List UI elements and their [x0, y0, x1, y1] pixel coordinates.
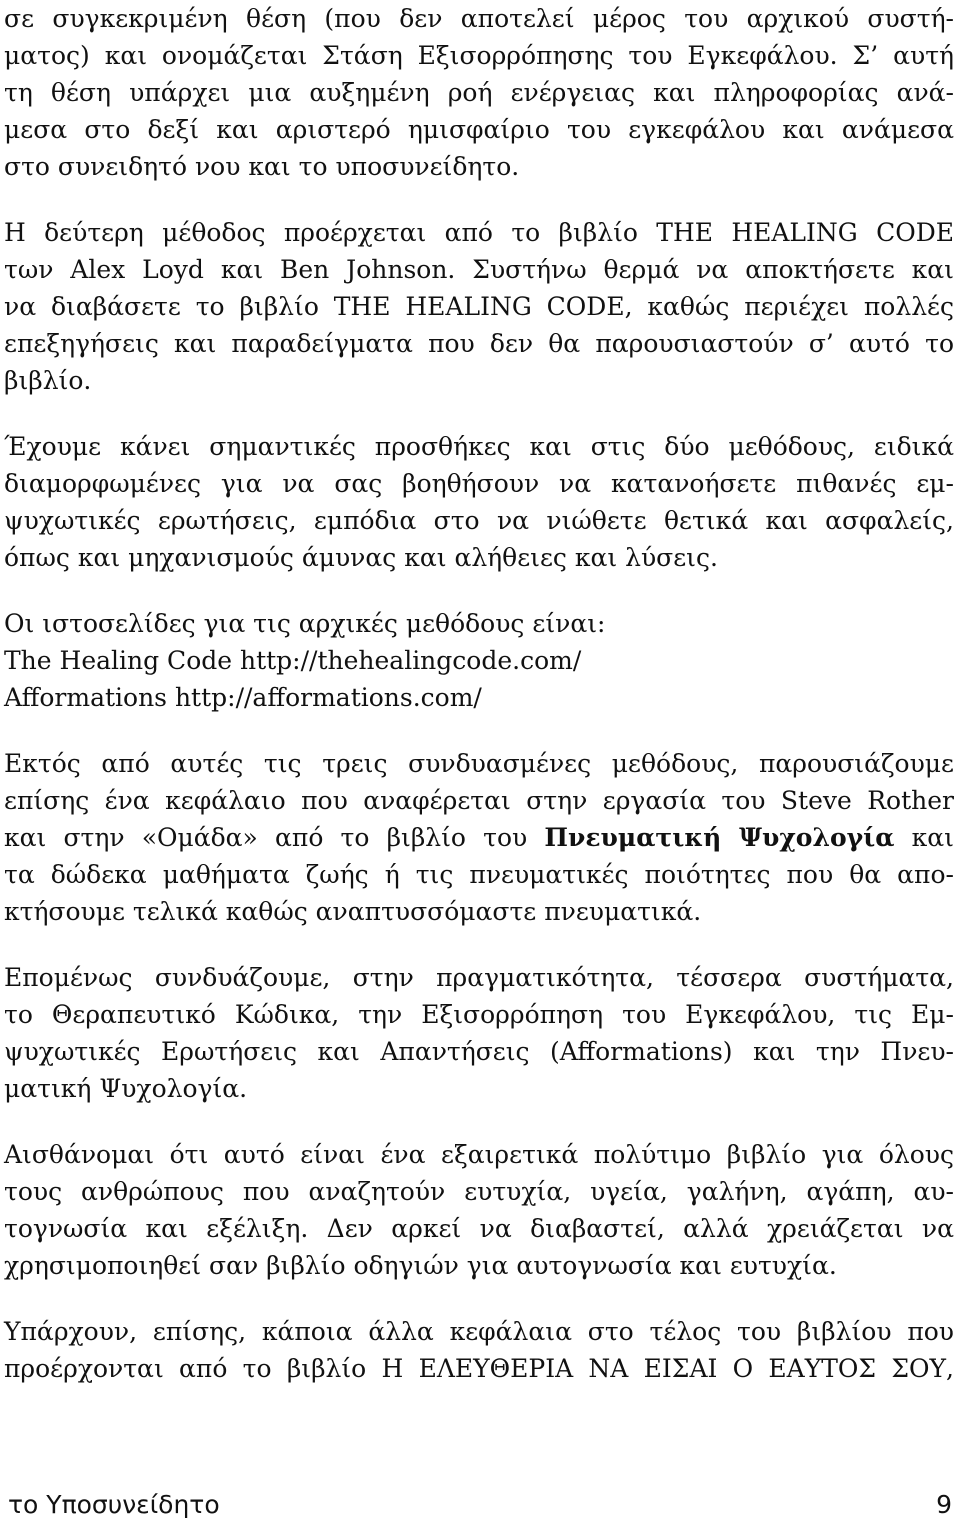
paragraph-7 — [4, 1136, 954, 1284]
healing-code-website: The Healing Code http://thehealingcode.com/ — [4, 646, 582, 675]
text-line: προέρχονται από το βιβλίο Η ΕΛΕΥΘΕΡΙΑ ΝΑ ΕΙΣΑΙ Ο ΕΑΥΤΟΣ ΣΟΥ, — [4, 1354, 954, 1383]
text-segment: και — [894, 823, 954, 852]
book-title-bold: Πνευματική Ψυχολογία — [544, 823, 895, 852]
text-line: βιβλίο. — [4, 366, 92, 395]
page-number: 9 — [936, 1490, 952, 1519]
text-line: Επομένως συνδυάζουμε, στην πραγματικότητα, τέσσερα συστήματα, — [4, 963, 954, 992]
text-segment: και στην «Ομάδα» από το βιβλίο του — [4, 823, 545, 852]
text-line: το Θεραπευτικό Κώδικα, την Εξισορρόπηση του Εγκεφάλου, τις Εμ- — [4, 1000, 954, 1029]
text-line: σε συγκεκριμένη θέση (που δεν αποτελεί μέρος του αρχικού συστή- — [4, 4, 954, 33]
afformations-website: Afformations http://afformations.com/ — [4, 683, 482, 712]
paragraph-8 — [4, 1313, 954, 1387]
text-line: Εκτός από αυτές τις τρεις συνδυασμένες μεθόδους, παρουσιάζουμε — [4, 749, 954, 778]
paragraph-3 — [4, 428, 954, 576]
text-line: κτήσουμε τελικά καθώς αναπτυσσόμαστε πνευματικά. — [4, 897, 702, 926]
text-line: να διαβάσετε το βιβλίο THE HEALING CODE, καθώς περιέχει πολλές — [4, 292, 954, 321]
text-line: Η δεύτερη μέθοδος προέρχεται από το βιβλίο THE HEALING CODE — [4, 218, 954, 247]
text-line-with-bold — [4, 819, 954, 856]
paragraph-1 — [4, 0, 954, 185]
text-line: Υπάρχουν, επίσης, κάποια άλλα κεφάλαια στο τέλος του βιβλίου που — [4, 1317, 954, 1346]
running-title: το Υποσυνείδητο — [8, 1490, 220, 1519]
text-line: τους ανθρώπους που αναζητούν ευτυχία, υγεία, γαλήνη, αγάπη, αυ- — [4, 1177, 954, 1206]
text-line: στο συνειδητό νου και το υποσυνείδητο. — [4, 152, 520, 181]
text-line: διαμορφωμένες για να σας βοηθήσουν να κατανοήσετε πιθανές εμ- — [4, 469, 954, 498]
text-line: Αισθάνομαι ότι αυτό είναι ένα εξαιρετικά πολύτιμο βιβλίο για όλους — [4, 1140, 954, 1169]
text-line: ψυχωτικές ερωτήσεις, εμπόδια στο να νιώθετε θετικά και ασφαλείς, — [4, 506, 954, 535]
text-line: ματική Ψυχολογία. — [4, 1074, 248, 1103]
page-footer — [4, 1488, 954, 1522]
text-line: ματος) και ονομάζεται Στάση Εξισορρόπησης του Εγκεφάλου. Σ’ αυτή — [4, 41, 954, 70]
paragraph-5 — [4, 745, 954, 930]
text-line: Οι ιστοσελίδες για τις αρχικές μεθόδους είναι: — [4, 609, 606, 638]
text-line: ψυχωτικές Ερωτήσεις και Απαντήσεις (Afformations) και την Πνευ- — [4, 1037, 954, 1066]
paragraph-6 — [4, 959, 954, 1107]
text-line: επίσης ένα κεφάλαιο που αναφέρεται στην εργασία του Steve Rother — [4, 786, 954, 815]
text-line: Έχουμε κάνει σημαντικές προσθήκες και στις δύο μεθόδους, ειδικά — [4, 432, 954, 461]
paragraph-websites — [4, 605, 954, 716]
text-line: επεξηγήσεις και παραδείγματα που δεν θα παρουσιαστούν σ’ αυτό το — [4, 329, 954, 358]
paragraph-2 — [4, 214, 954, 399]
text-line: τη θέση υπάρχει μια αυξημένη ροή ενέργειας και πληροφορίας ανά- — [4, 78, 954, 107]
text-line: των Alex Loyd και Ben Johnson. Συστήνω θερμά να αποκτήσετε και — [4, 255, 954, 284]
text-line: χρησιμοποιηθεί σαν βιβλίο οδηγιών για αυτογνωσία και ευτυχία. — [4, 1251, 837, 1280]
text-line: τογνωσία και εξέλιξη. Δεν αρκεί να διαβαστεί, αλλά χρειάζεται να — [4, 1214, 954, 1243]
text-line: μεσα στο δεξί και αριστερό ημισφαίριο του εγκεφάλου και ανάμεσα — [4, 115, 954, 144]
text-line: τα δώδεκα μαθήματα ζωής ή τις πνευματικές ποιότητες που θα απο- — [4, 860, 954, 889]
page-body — [4, 0, 954, 1387]
text-line: όπως και μηχανισμούς άμυνας και αλήθειες και λύσεις. — [4, 543, 718, 572]
